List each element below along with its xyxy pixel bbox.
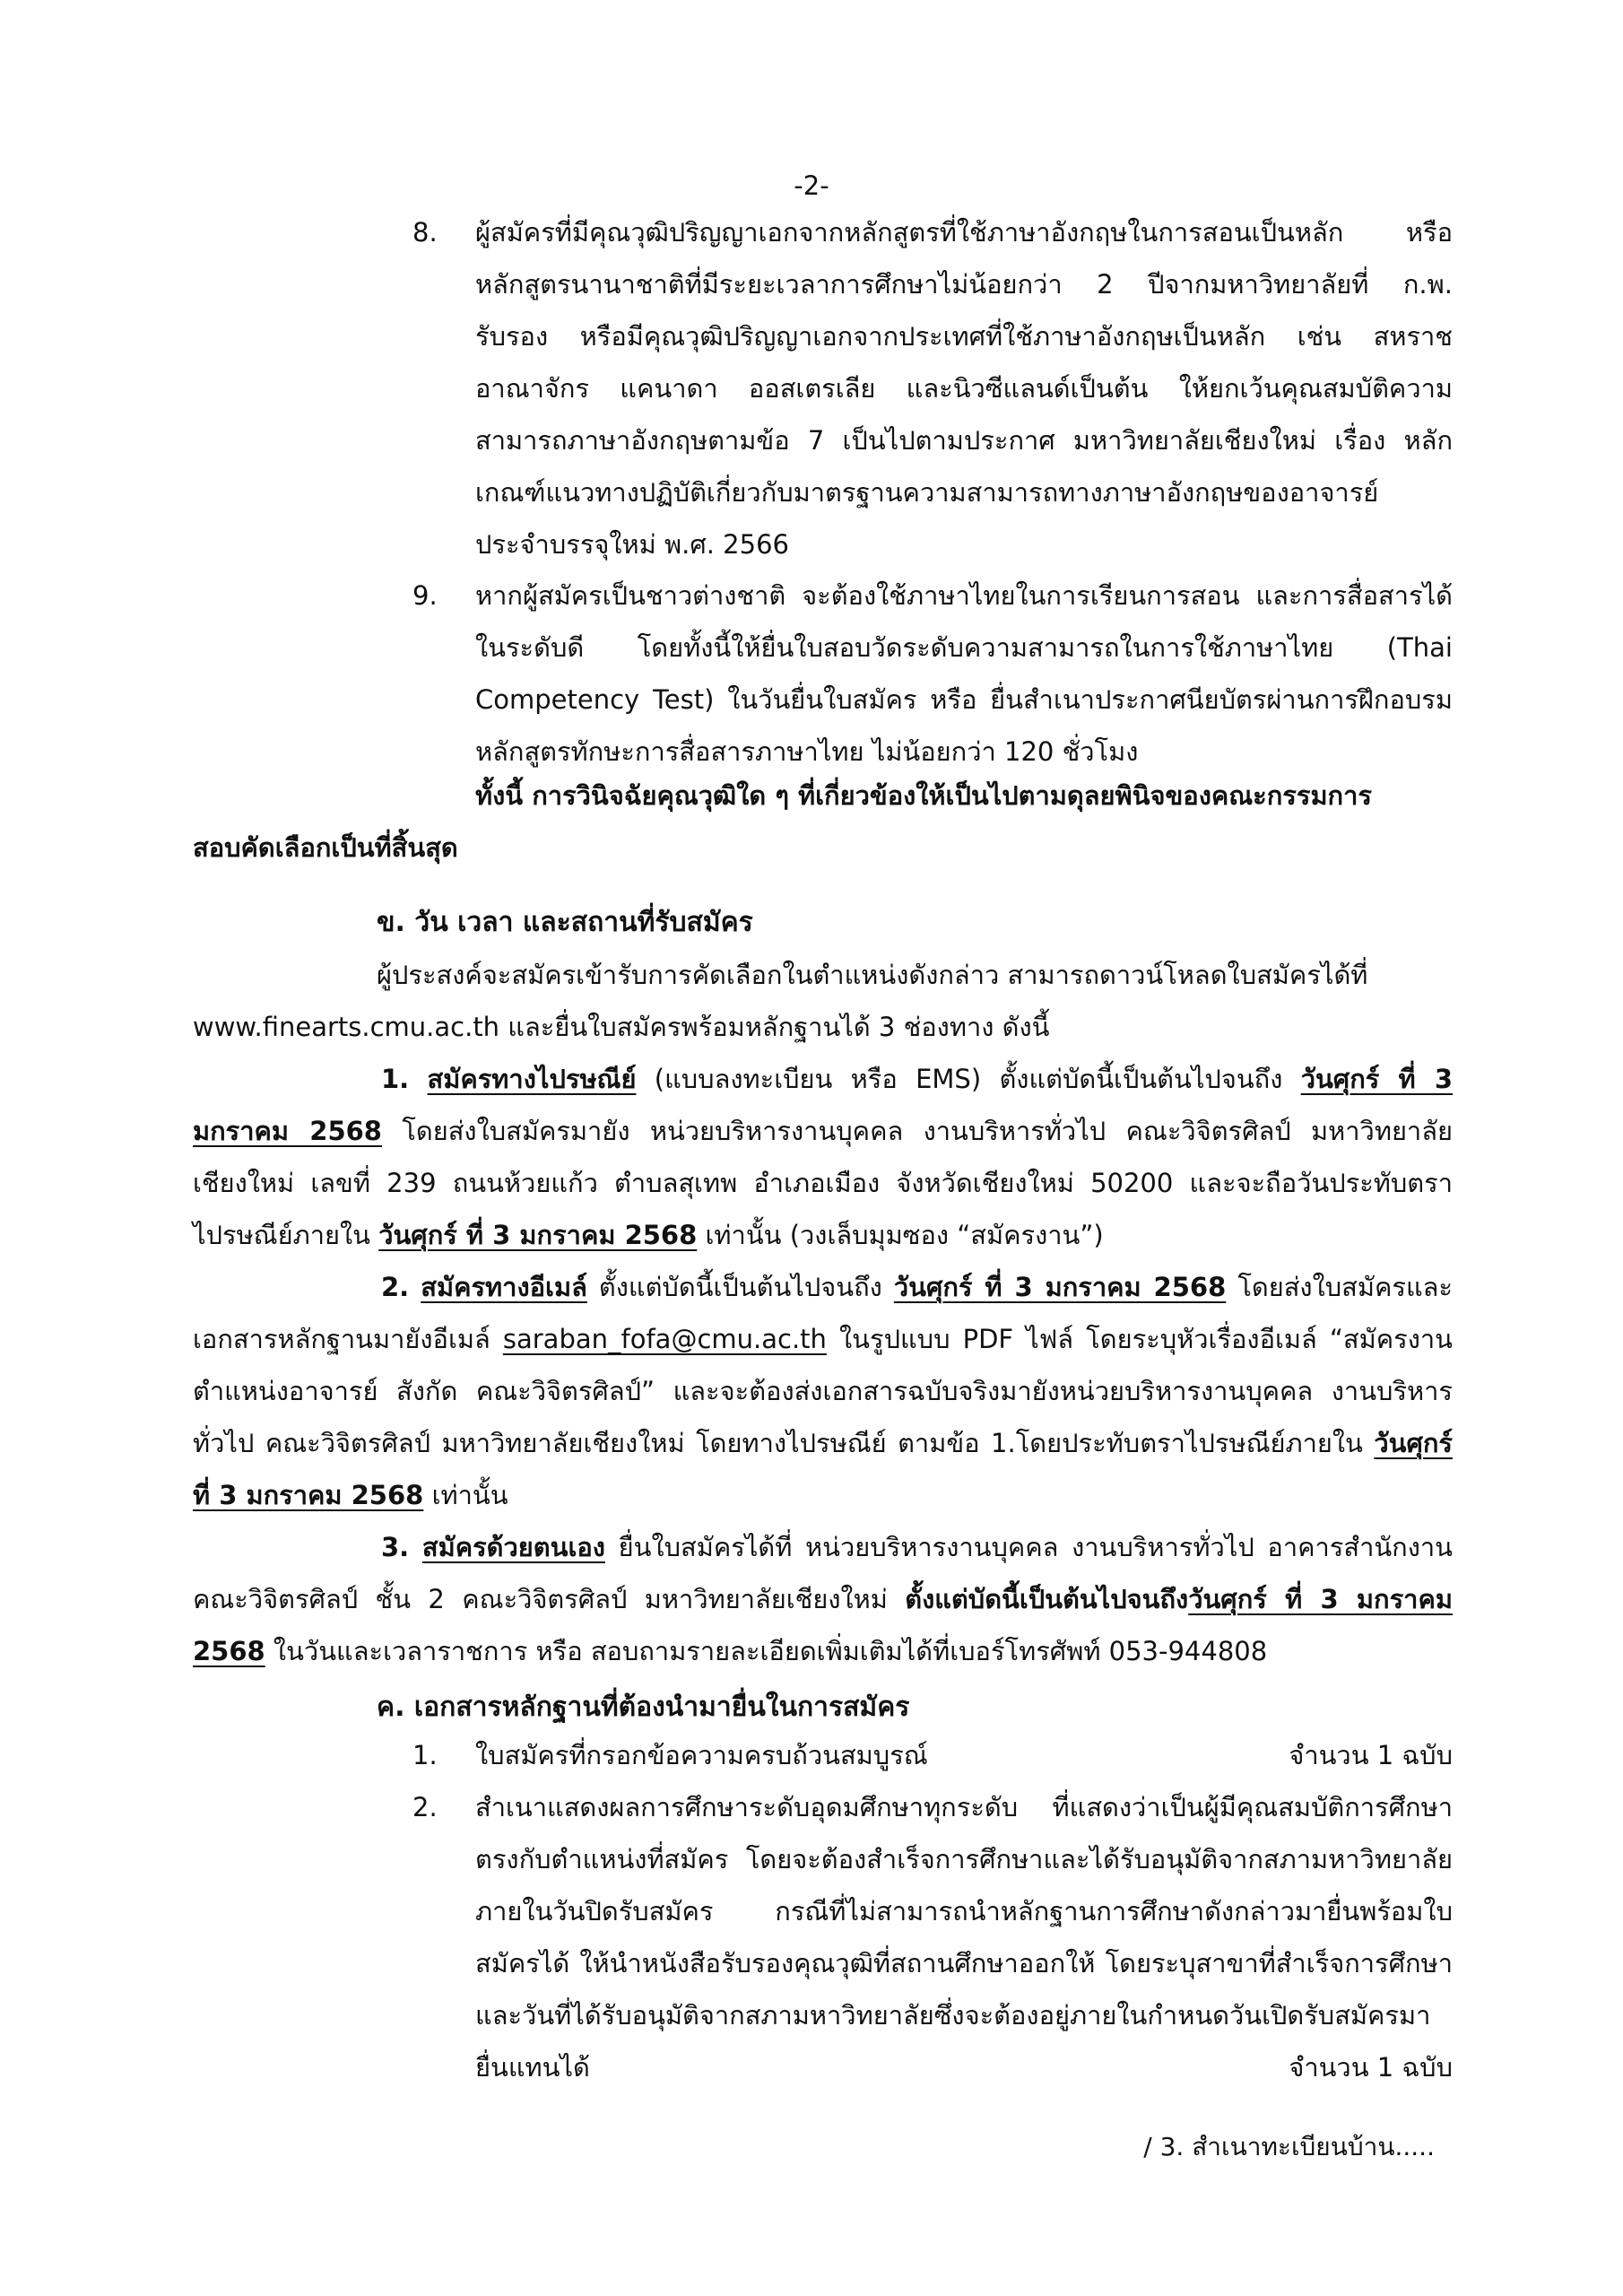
item-number: 8.	[412, 217, 438, 248]
deadline-date: วันศุกร์ ที่ 3 มกราคม 2568	[193, 1428, 1453, 1510]
method-title: สมัครทางอีเมล์	[421, 1272, 587, 1302]
method-text: ในวันและเวลาราชการ หรือ สอบถามรายละเอียดเพิ่มเติมได้ที่เบอร์โทรศัพท์ 053-944808	[265, 1636, 1268, 1666]
method-text: โดยส่งใบสมัครมายัง หน่วยบริหารงานบุคคล งานบริหารทั่วไป คณะวิจิตรศิลป์ มหาวิทยาลัยเชียงใหม่ เลขที่ 239 ถนนห้วยแก้ว ตำบลสุเทพ อำเภอเมือง จังหวัดเชียงใหม่ 50200 และจะถือวันประทับตราไปรษณีย์ภายใน	[193, 1116, 1453, 1250]
section-b-intro-1: ผู้ประสงค์จะสมัครเข้ารับการคัดเลือกในตำแหน่งดังกล่าว สามารถดาวน์โหลดใบสมัครได้ที่	[377, 960, 1368, 990]
email-link[interactable]: saraban_fofa@cmu.ac.th	[502, 1324, 827, 1354]
item-text: หากผู้สมัครเป็นชาวต่างชาติ จะต้องใช้ภาษาไทยในการเรียนการสอน และการสื่อสารได้ในระดับดี โดยทั้งนี้ให้ยื่นใบสอบวัดระดับความสามารถในการใช้ภาษาไทย (Thai Competency Test) ในวันยื่นใบสมัคร หรือ ยื่นสำเนาประกาศนียบัตรผ่านการฝึกอบรมหลักสูตรทักษะการสื่อสารภาษาไทย ไม่น้อยกว่า 120 ชั่วโมง	[475, 580, 1453, 767]
application-method-post	[193, 1053, 1453, 1261]
item-text: ผู้สมัครที่มีคุณวุฒิปริญญาเอกจากหลักสูตรที่ใช้ภาษาอังกฤษในการสอนเป็นหลัก หรือหลักสูตรนานาชาติที่มีระยะเวลาการศึกษาไม่น้อยกว่า 2 ปีจากมหาวิทยาลัยที่ ก.พ. รับรอง หรือมีคุณวุฒิปริญญาเอกจากประเทศที่ใช้ภาษาอังกฤษเป็นหลัก เช่น สหราชอาณาจักร แคนาดา ออสเตรเลีย และนิวซีแลนด์เป็นต้น ให้ยกเว้นคุณสมบัติความสามารถภาษาอังกฤษตามข้อ 7 เป็นไปตามประกาศ มหาวิทยาลัยเชียงใหม่ เรื่อง หลักเกณฑ์แนวทางปฏิบัติเกี่ยวกับมาตรฐานความสามารถทางภาษาอังกฤษของอาจารย์ประจำบรรจุใหม่ พ.ศ. 2566	[475, 217, 1453, 560]
item-number: 9.	[412, 580, 438, 611]
method-text: (แบบลงทะเบียน หรือ EMS) ตั้งแต่บัดนี้เป็นต้นไปจนถึง	[636, 1064, 1283, 1094]
method-text: โดยส่งใบสมัครและเอกสารหลักฐานมายังอีเมล์	[193, 1272, 1453, 1354]
method-number: 2.	[381, 1272, 410, 1302]
section-c-heading: ค. เอกสารหลักฐานที่ต้องนำมายื่นในการสมัคร	[377, 1692, 910, 1723]
document-item-1	[412, 1729, 1453, 1781]
item-amount: จำนวน 1 ฉบับ	[1289, 2052, 1453, 2083]
page-number: -2-	[794, 170, 829, 201]
item-text: สำเนาแสดงผลการศึกษาระดับอุดมศึกษาทุกระดับ ที่แสดงว่าเป็นผู้มีคุณสมบัติการศึกษาตรงกับตำแหน่งที่สมัคร โดยจะต้องสำเร็จการศึกษาและได้รับอนุมัติจากสภามหาวิทยาลัยภายในวันปิดรับสมัคร กรณีที่ไม่สามารถนำหลักฐานการศึกษาดังกล่าวมายื่นพร้อมใบสมัครได้ ให้นำหนังสือรับรองคุณวุฒิที่สถานศึกษาออกให้ โดยระบุสาขาที่สำเร็จการศึกษา และวันที่ได้รับอนุมัติจากสภามหาวิทยาลัยซึ่งจะต้องอยู่ภายในกำหนดวันเปิดรับสมัครมายื่นแทนได้	[475, 1792, 1453, 2083]
qualification-item-8	[412, 206, 1453, 570]
method-text: ในรูปแบบ PDF ไฟล์ โดยระบุหัวเรื่องอีเมล์ “สมัครงานตำแหน่งอาจารย์ สังกัด คณะวิจิตรศิลป์” และจะต้องส่งเอกสารฉบับจริงมายังหน่วยบริหารงานบุคคล งานบริหารทั่วไป คณะวิจิตรศิลป์ มหาวิทยาลัยเชียงใหม่ โดยทางไปรษณีย์ ตามข้อ 1.โดยประทับตราไปรษณีย์ภายใน	[193, 1324, 1453, 1458]
method-text: ตั้งแต่บัดนี้เป็นต้นไปจนถึง	[586, 1272, 894, 1302]
deadline-date: วันศุกร์ ที่ 3 มกราคม 2568	[193, 1584, 1453, 1666]
application-method-in-person	[193, 1521, 1453, 1677]
section-b-heading: ข. วัน เวลา และสถานที่รับสมัคร	[377, 907, 753, 938]
deadline-date: วันศุกร์ ที่ 3 มกราคม 2568	[893, 1272, 1227, 1302]
item-text: ใบสมัครที่กรอกข้อความครบถ้วนสมบูรณ์	[475, 1740, 928, 1770]
method-number: 1.	[381, 1064, 410, 1094]
method-text: ยื่นใบสมัครได้ที่ หน่วยบริหารงานบุคคล งานบริหารทั่วไป อาคารสำนักงานคณะวิจิตรศิลป์ ชั้น 2 คณะวิจิตรศิลป์ มหาวิทยาลัยเชียงใหม่	[193, 1532, 1454, 1614]
qualification-item-9	[412, 570, 1453, 778]
judgement-line-1: ทั้งนี้ การวินิจฉัยคุณวุฒิใด ๆ ที่เกี่ยวข้องให้เป็นไปตามดุลยพินิจของคณะกรรมการ	[475, 780, 1372, 811]
deadline-date: วันศุกร์ ที่ 3 มกราคม 2568	[378, 1220, 698, 1250]
method-number: 3.	[381, 1532, 410, 1562]
continuation-footer: / 3. สำเนาทะเบียนบ้าน.....	[1143, 2132, 1435, 2161]
item-amount: จำนวน 1 ฉบับ	[1289, 1740, 1453, 1770]
method-text: เท่านั้น (วงเล็บมุมซอง “สมัครงาน”)	[697, 1220, 1104, 1250]
item-number: 2.	[412, 1792, 438, 1822]
method-bold-text: ตั้งแต่บัดนี้เป็นต้นไปจนถึง	[905, 1584, 1189, 1614]
section-b-intro-2: www.finearts.cmu.ac.th และยื่นใบสมัครพร้อมหลักฐานได้ 3 ช่องทาง ดังนี้	[193, 1012, 1050, 1042]
item-number: 1.	[412, 1740, 438, 1770]
method-text: เท่านั้น	[423, 1480, 508, 1510]
application-method-email	[193, 1261, 1453, 1521]
method-title: สมัครด้วยตนเอง	[421, 1532, 605, 1562]
deadline-date: วันศุกร์ ที่ 3 มกราคม 2568	[193, 1064, 1454, 1146]
judgement-line-2: สอบคัดเลือกเป็นที่สิ้นสุด	[193, 832, 458, 863]
document-item-2	[412, 1781, 1453, 2093]
method-title: สมัครทางไปรษณีย์	[427, 1064, 637, 1094]
